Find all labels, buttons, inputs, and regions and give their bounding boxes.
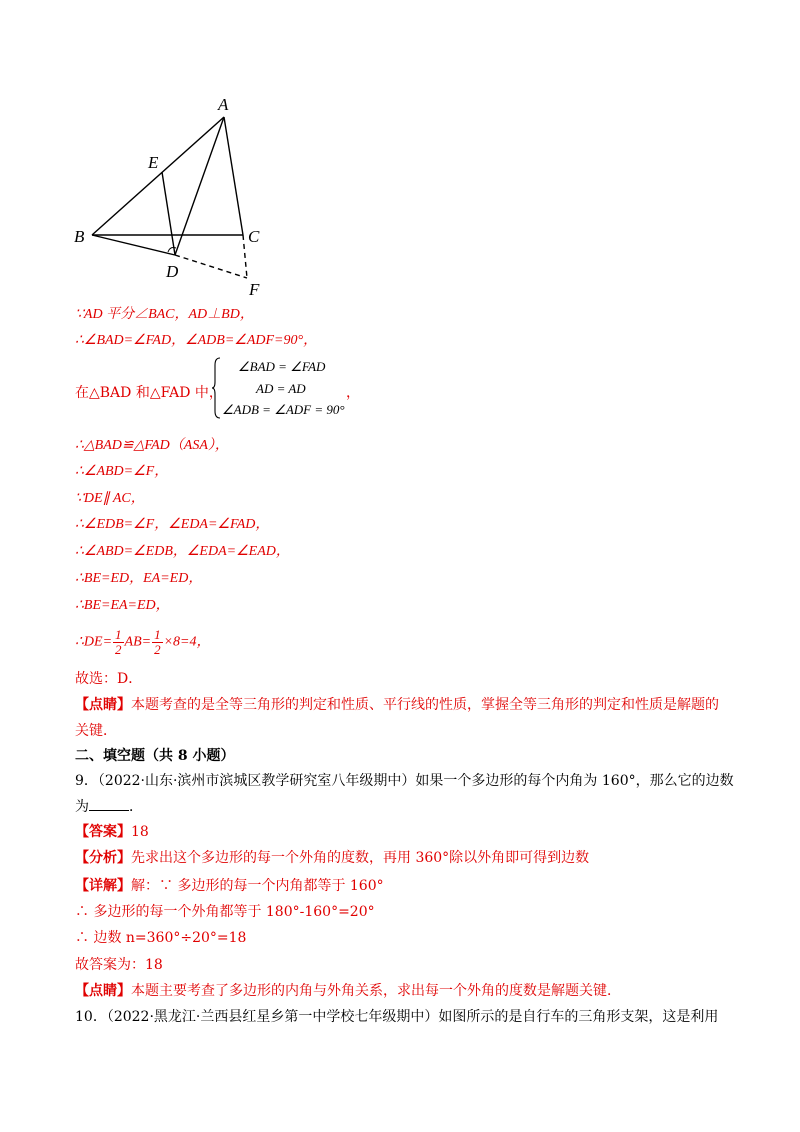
geometry-figure	[60, 90, 280, 300]
system-row-3: ∠ADB = ∠ADF = 90°	[222, 402, 345, 417]
comment-text-1: 本题考查的是全等三角形的判定和性质、平行线的性质，掌握全等三角形的判定和性质是解题的	[131, 697, 719, 713]
q9-answer	[75, 823, 149, 841]
solution-line-11-b: AB=	[124, 634, 152, 650]
answer-value: 18	[131, 824, 149, 840]
solution-line-2: ∴∠BAD=∠FAD，∠ADB=∠ADF=90°，	[75, 333, 318, 348]
solution-line-3-prefix: 在△BAD 和△FAD 中，	[75, 385, 223, 401]
solution-line-5: ∴∠ABD=∠F，	[75, 464, 169, 479]
q10-stem: 10．（2022·黑龙江·兰西县红星乡第一中学校七年级期中）如图所示的是自行车的三角形支架，这是利用	[75, 1009, 719, 1025]
solution-line-7: ∴∠EDB=∠F，∠EDA=∠FAD，	[75, 517, 270, 532]
solution-line-11	[75, 628, 211, 657]
q9-stem-prefix: 为	[75, 799, 89, 815]
q9-stem-suffix: ．	[129, 799, 143, 815]
analysis-tag: 【分析】	[75, 850, 131, 866]
analysis-text: 先求出这个多边形的每一个外角的度数，再用 360°除以外角即可得到边数	[131, 850, 590, 866]
q9-stem-line-2	[75, 798, 143, 816]
q9-final: 故答案为：18	[75, 957, 163, 973]
q9-comment-text: 本题主要考查了多边形的内角与外角关系，求出每一个外角的度数是解题关键．	[131, 983, 621, 999]
segment-CF-dashed	[243, 235, 247, 278]
comment-tag: 【点睛】	[75, 697, 131, 713]
solution-line-12: 故选：D．	[75, 671, 143, 687]
label-E: E	[148, 153, 159, 172]
segment-AC	[224, 117, 243, 235]
solution-line-11-c: ×8=4，	[163, 634, 211, 650]
q9-stem-line-1: 9．（2022·山东·滨州市滨城区教学研究室八年级期中）如果一个多边形的每个内角为 160°，那么它的边数	[75, 773, 734, 789]
q9-detail	[75, 877, 384, 895]
brace-icon	[212, 357, 222, 419]
answer-blank	[89, 798, 129, 811]
label-F: F	[249, 280, 260, 299]
section-title: 二、填空题（共 8 小题）	[75, 748, 235, 764]
detail-text-1: 解：∵ 多边形的每一个内角都等于 160°	[131, 878, 384, 894]
segment-AB	[92, 117, 224, 235]
solution-comment-line-1	[75, 696, 719, 714]
solution-line-8: ∴∠ABD=∠EDB，∠EDA=∠EAD，	[75, 544, 290, 559]
label-C: C	[248, 227, 260, 246]
equation-system	[212, 357, 345, 419]
label-D: D	[166, 262, 179, 281]
label-A: A	[218, 95, 229, 114]
system-row-1: ∠BAD = ∠FAD	[238, 359, 326, 374]
solution-line-6: ∵DE∥ AC，	[75, 491, 145, 506]
solution-line-9: ∴BE=ED，EA=ED，	[75, 571, 203, 586]
system-row-2: AD = AD	[256, 381, 306, 396]
segment-DF-dashed	[175, 255, 247, 278]
q9-detail-line-2: ∴ 多边形的每一个外角都等于 180°-160°=20°	[75, 904, 375, 920]
solution-line-10: ∴BE=EA=ED，	[75, 598, 170, 613]
q9-analysis	[75, 849, 589, 867]
detail-tag: 【详解】	[75, 878, 131, 894]
solution-line-3	[75, 384, 223, 402]
q9-comment	[75, 982, 621, 1000]
label-B: B	[74, 227, 85, 246]
fraction-half-1: $\frac{1}{2}$	[115, 627, 122, 657]
solution-line-4: ∴△BAD≌△FAD（ASA），	[75, 438, 229, 453]
answer-tag: 【答案】	[75, 824, 131, 840]
segment-ED	[162, 172, 175, 255]
solution-line-11-a: ∴DE=	[75, 634, 113, 650]
solution-line-1: ∵AD 平分∠BAC，AD⊥BD，	[75, 307, 254, 322]
solution-comment-line-2: 关键．	[75, 723, 117, 739]
q9-comment-tag: 【点睛】	[75, 983, 131, 999]
solution-line-3-suffix: ，	[346, 385, 360, 401]
q9-detail-line-3: ∴ 边数 n=360°÷20°=18	[75, 930, 247, 946]
fraction-half-2: $\frac{1}{2}$	[154, 627, 161, 657]
segment-BD	[92, 235, 175, 255]
